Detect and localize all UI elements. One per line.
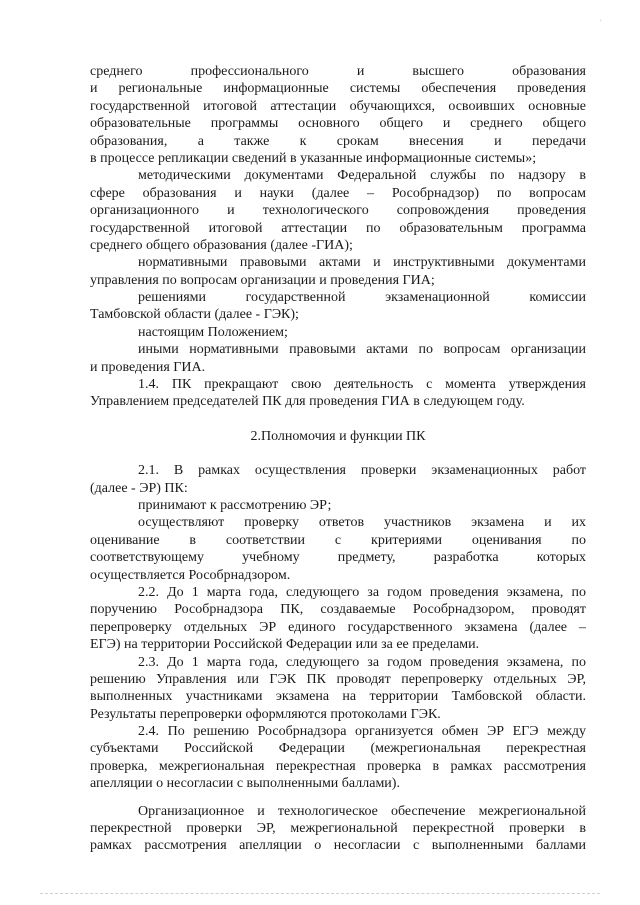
text-line: Тамбовской области (далее - ГЭК); — [90, 307, 299, 323]
text-line: методическими документами Федеральной службы по надзору в — [138, 168, 586, 184]
text-line: образования, а также к срокам внесения и передачи — [90, 133, 586, 149]
text-line: и региональные информационные системы обеспечения проведения — [90, 81, 586, 97]
text-line: 2.4. По решению Рособрнадзора организуется обмен ЭР ЕГЭ между — [138, 724, 586, 740]
text-line: осуществляют проверку ответов участников экзамена и их — [138, 515, 586, 531]
section-heading: 2.Полномочия и функции ПК — [250, 428, 426, 444]
text-line: Организационное и технологическое обеспечение межрегиональной — [138, 803, 586, 819]
text-line: выполненных участниками экзамена на территории Тамбовской области. — [90, 689, 586, 705]
text-line: Управлением председателей ПК для проведения ГИА в следующем году. — [90, 394, 525, 410]
text-line: принимают к рассмотрению ЭР; — [138, 497, 332, 513]
text-line: оценивание в соответствии с критериями оценивания по — [90, 532, 586, 548]
text-line: в процессе репликации сведений в указанные информационные системы»; — [90, 150, 537, 166]
page-edge-artifact — [40, 893, 600, 895]
text-line: (далее - ЭР) ПК: — [90, 480, 188, 496]
text-line: апелляции о несогласии с выполненными баллами). — [90, 776, 400, 792]
text-line: и проведения ГИА. — [90, 359, 206, 375]
text-line: 2.2. До 1 марта года, следующего за годом проведения экзамена, по — [138, 584, 586, 600]
text-line: государственной итоговой аттестации обучающихся, освоивших основные — [90, 98, 586, 114]
text-line: сфере образования и науки (далее – Рособрнадзор) по вопросам — [90, 185, 586, 201]
text-line: соответствующему учебному предмету, разработка которых — [90, 550, 586, 566]
text-line: решениями государственной экзаменационной комиссии — [138, 290, 586, 306]
text-line: ЕГЭ) на территории Российской Федерации или за ее пределами. — [90, 637, 480, 653]
text-line: нормативными правовыми актами и инструктивными документами — [138, 255, 586, 271]
text-line: проверка, межрегиональная перекрестная проверка в рамках рассмотрения — [90, 758, 586, 774]
text-line: 1.4. ПК прекращают свою деятельность с момента утверждения — [138, 377, 586, 393]
spacer — [90, 411, 586, 428]
spacer — [90, 793, 586, 803]
text-line: субъектами Российской Федерации (межрегиональная перекрестная — [90, 741, 586, 757]
text-line: управления по вопросам организации и проведения ГИА; — [90, 272, 435, 288]
text-line: перекрестной проверки ЭР, межрегиональной перекрестной проверки в — [90, 821, 586, 837]
text-line: среднего общего образования (далее -ГИА); — [90, 237, 353, 253]
text-line: осуществляется Рособрнадзором. — [90, 567, 291, 583]
text-line: 2.3. До 1 марта года, следующего за годом проведения экзамена, по — [138, 654, 586, 670]
text-line: иными нормативными правовыми актами по вопросам организации — [138, 342, 586, 358]
text-line: настоящим Положением; — [138, 324, 288, 340]
text-line: государственной итоговой аттестации по образовательным программа — [90, 220, 586, 236]
text-line: организационного и технологического сопровождения проведения — [90, 203, 586, 219]
scan-mark: ' — [600, 18, 602, 28]
spacer — [90, 445, 586, 462]
text-line: 2.1. В рамках осуществления проверки экзаменационных работ — [138, 463, 586, 479]
text-line: перепроверку отдельных ЭР единого государственного экзамена (далее – — [90, 619, 586, 635]
text-line: Результаты перепроверки оформляются протоколами ГЭК. — [90, 706, 441, 722]
document-body — [90, 63, 586, 855]
text-line: рамках рассмотрения апелляции о несогласии с выполненными баллами — [90, 838, 586, 854]
text-line: поручению Рособрнадзора ПК, создаваемые Рособрнадзором, проводят — [90, 602, 586, 618]
text-line: решению Управления или ГЭК ПК проводят перепроверку отдельных ЭР, — [90, 671, 586, 687]
text-line: образовательные программы основного общего и среднего общего — [90, 116, 586, 132]
text-line: среднего профессионального и высшего образования — [90, 64, 586, 79]
